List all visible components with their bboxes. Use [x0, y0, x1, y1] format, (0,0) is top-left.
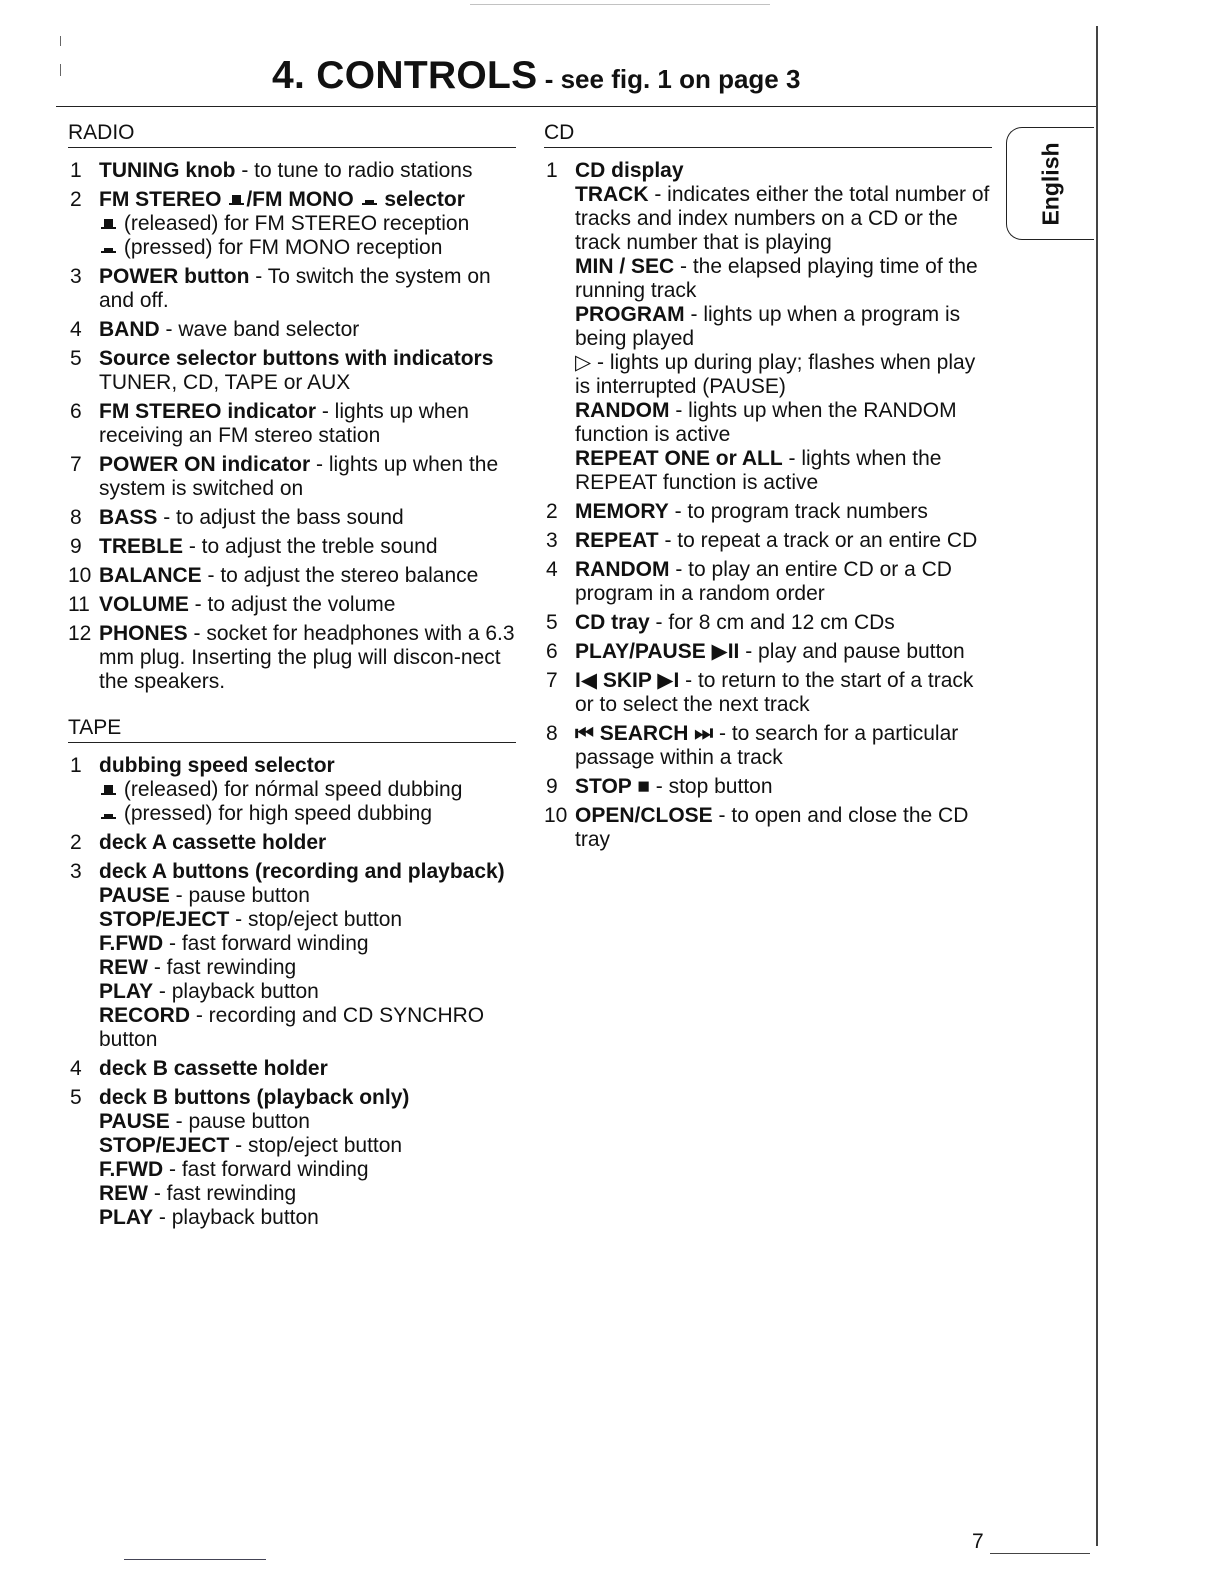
item-title: TREBLE [99, 535, 183, 558]
item-number: 6 [70, 400, 82, 423]
item-number: 6 [546, 640, 558, 663]
language-tab-label: English [1037, 142, 1064, 226]
list-item [68, 453, 516, 501]
section-heading-cd: CD [544, 121, 992, 148]
item-number: 9 [546, 775, 558, 798]
item-title: ⏮ SEARCH ⏭ [575, 722, 714, 745]
high-speed-pressed-icon [101, 808, 116, 820]
sub-line [575, 183, 992, 255]
item-description: - to adjust the bass sound [157, 506, 404, 529]
item-number: 7 [70, 453, 82, 476]
list-item [544, 611, 992, 635]
list-item [544, 640, 992, 664]
radio-section [68, 121, 516, 699]
sub-line [99, 1110, 516, 1134]
sub-description: - playback button [153, 980, 319, 1003]
title-divider [56, 106, 1096, 107]
item-title: REPEAT [575, 529, 659, 552]
sub-line [99, 1182, 516, 1206]
list-item [68, 506, 516, 530]
list-item [68, 400, 516, 448]
item-description: - to open and close the CD tray [575, 804, 969, 851]
sub-description: (released) for nórmal speed dubbing [118, 778, 463, 801]
sub-description: - lights up during play; flashes when play is interrupted (PAUSE) [575, 351, 976, 398]
item-title: /FM MONO [246, 188, 360, 211]
sub-description: - stop/eject button [229, 908, 403, 931]
item-description: - stop button [649, 775, 773, 798]
list-item [68, 347, 516, 395]
sub-description: (released) for FM STEREO reception [118, 212, 470, 235]
item-title: PHONES [99, 622, 188, 645]
list-item [68, 159, 516, 183]
sub-description: - fast rewinding [148, 956, 297, 979]
page-number-underline [990, 1553, 1090, 1554]
item-description: - to search for a particular passage within a track [575, 722, 959, 769]
sub-description: (pressed) for high speed dubbing [118, 802, 433, 825]
sub-description: - lights up when a program is being played [575, 303, 961, 350]
item-number: 1 [70, 754, 82, 777]
list-item [544, 669, 992, 717]
list-item [68, 1086, 516, 1230]
sub-line [99, 802, 516, 826]
item-number: 5 [70, 1086, 82, 1109]
list-item [68, 754, 516, 826]
sub-line [99, 956, 516, 980]
item-title: POWER button [99, 265, 250, 288]
item-number: 2 [70, 188, 82, 211]
sub-title: REW [99, 956, 148, 979]
item-description: - to tune to radio stations [235, 159, 473, 182]
mono-pressed-icon [362, 194, 377, 206]
list-item [68, 622, 516, 694]
list-item [68, 188, 516, 260]
item-number: 2 [70, 831, 82, 854]
item-description: - To switch the system on and off. [99, 265, 491, 312]
item-number: 3 [70, 860, 82, 883]
list-item [68, 593, 516, 617]
item-description: - lights up when the system is switched on [99, 453, 499, 500]
item-number: 5 [70, 347, 82, 370]
sub-title: PROGRAM [575, 303, 685, 326]
page-right-edge [1096, 26, 1098, 1546]
item-description: - for 8 cm and 12 cm CDs [649, 611, 895, 634]
sub-line [575, 255, 992, 303]
item-description: - socket for headphones with a 6.3 mm plug. Inserting the plug will discon-nect the speakers. [99, 622, 515, 693]
sub-line [99, 884, 516, 908]
item-number: 2 [546, 500, 558, 523]
item-description: - to adjust the stereo balance [201, 564, 479, 587]
list-item [68, 265, 516, 313]
sub-description: - recording and CD SYNCHRO button [99, 1004, 485, 1051]
stereo-released-icon [229, 194, 244, 206]
sub-line [99, 1004, 516, 1052]
sub-title: RECORD [99, 1004, 191, 1027]
tape-section [68, 716, 516, 1235]
item-number: 1 [546, 159, 558, 182]
item-description: TUNER, CD, TAPE or AUX [99, 371, 351, 394]
sub-title: REW [99, 1182, 148, 1205]
page-title [272, 56, 800, 95]
normal-speed-released-icon [101, 784, 116, 796]
sub-title: MIN / SEC [575, 255, 675, 278]
item-number: 7 [546, 669, 558, 692]
play-indicator-icon: ▷ [575, 351, 592, 374]
item-title: RANDOM [575, 558, 670, 581]
sub-title: STOP/EJECT [99, 1134, 230, 1157]
cd-list [544, 159, 992, 852]
sub-description: - fast forward winding [163, 1158, 369, 1181]
sub-description: - pause button [169, 1110, 310, 1133]
item-number: 8 [546, 722, 558, 745]
list-item [544, 529, 992, 553]
item-title: STOP ■ [575, 775, 650, 798]
sub-line [99, 932, 516, 956]
item-number: 4 [546, 558, 558, 581]
section-heading-tape: TAPE [68, 716, 516, 743]
sub-line [575, 447, 992, 495]
item-title: CD display [575, 159, 684, 182]
sub-title: STOP/EJECT [99, 908, 230, 931]
item-title: I◀ SKIP ▶I [575, 669, 680, 692]
item-title: BAND [99, 318, 160, 341]
item-description: - to adjust the volume [188, 593, 396, 616]
item-description: - lights up when receiving an FM stereo station [99, 400, 469, 447]
sub-title: F.FWD [99, 932, 164, 955]
item-number: 10 [68, 564, 92, 587]
sub-title: TRACK [575, 183, 649, 206]
item-title: BALANCE [99, 564, 202, 587]
item-number: 3 [70, 265, 82, 288]
item-number: 4 [70, 318, 82, 341]
list-item [544, 159, 992, 495]
sub-line [99, 1206, 516, 1230]
sub-description: - lights up when the RANDOM function is active [575, 399, 957, 446]
sub-description: - playback button [153, 1206, 319, 1229]
item-title: dubbing speed selector [99, 754, 335, 777]
sub-description: - fast rewinding [148, 1182, 297, 1205]
item-description: - to program track numbers [668, 500, 928, 523]
item-title: FM STEREO indicator [99, 400, 317, 423]
item-title: selector [378, 188, 465, 211]
sub-line [99, 1158, 516, 1182]
sub-description: - lights when the REPEAT function is active [575, 447, 942, 494]
sub-line [99, 212, 516, 236]
stereo-released-icon [101, 218, 116, 230]
item-number: 3 [546, 529, 558, 552]
scan-artifact [470, 4, 770, 5]
list-item [68, 1057, 516, 1081]
item-title: deck A buttons (recording and playback) [99, 860, 505, 883]
sub-description: - stop/eject button [229, 1134, 403, 1157]
scan-artifact [60, 64, 61, 76]
page-number: 7 [972, 1530, 984, 1553]
item-title: deck B buttons (playback only) [99, 1086, 410, 1109]
list-item [68, 318, 516, 342]
item-title: deck B cassette holder [99, 1057, 328, 1080]
list-item [544, 775, 992, 799]
sub-line [99, 908, 516, 932]
sub-line [99, 236, 516, 260]
sub-line [99, 1134, 516, 1158]
cd-section [544, 121, 992, 857]
item-title: POWER ON indicator [99, 453, 311, 476]
tape-list [68, 754, 516, 1230]
list-item [68, 564, 516, 588]
item-number: 8 [70, 506, 82, 529]
item-description: - to repeat a track or an entire CD [658, 529, 978, 552]
list-item [544, 722, 992, 770]
radio-list [68, 159, 516, 694]
list-item [68, 831, 516, 855]
list-item [68, 535, 516, 559]
item-title: PLAY/PAUSE ▶II [575, 640, 740, 663]
item-title: VOLUME [99, 593, 189, 616]
item-title: BASS [99, 506, 158, 529]
bottom-rule [124, 1559, 266, 1560]
item-title: MEMORY [575, 500, 669, 523]
sub-description: - the elapsed playing time of the running track [575, 255, 978, 302]
sub-line [575, 351, 992, 399]
item-number: 1 [70, 159, 82, 182]
sub-line [99, 980, 516, 1004]
item-title: TUNING knob [99, 159, 236, 182]
sub-title: PLAY [99, 980, 154, 1003]
mono-pressed-icon [101, 242, 116, 254]
item-description: - to play an entire CD or a CD program in a random order [575, 558, 952, 605]
item-title: CD tray [575, 611, 650, 634]
list-item [68, 860, 516, 1052]
item-number: 9 [70, 535, 82, 558]
sub-description: - fast forward winding [163, 932, 369, 955]
sub-line [575, 303, 992, 351]
page-title-main: 4. CONTROLS [272, 54, 538, 97]
page-title-subtitle: - see fig. 1 on page 3 [537, 64, 801, 94]
sub-line [575, 399, 992, 447]
item-number: 4 [70, 1057, 82, 1080]
item-description: - play and pause button [739, 640, 965, 663]
item-description: - to return to the start of a track or to select the next track [575, 669, 974, 716]
sub-title: REPEAT ONE or ALL [575, 447, 783, 470]
sub-description: (pressed) for FM MONO reception [118, 236, 443, 259]
list-item [544, 804, 992, 852]
item-description: - wave band selector [159, 318, 360, 341]
sub-title: PLAY [99, 1206, 154, 1229]
sub-title: PAUSE [99, 1110, 170, 1133]
item-number: 12 [68, 622, 92, 645]
item-description: - to adjust the treble sound [183, 535, 438, 558]
section-heading-radio: RADIO [68, 121, 516, 148]
sub-title: PAUSE [99, 884, 170, 907]
list-item [544, 558, 992, 606]
sub-line [99, 778, 516, 802]
item-title: OPEN/CLOSE [575, 804, 713, 827]
language-tab [1006, 127, 1094, 240]
list-item [544, 500, 992, 524]
item-number: 10 [544, 804, 568, 827]
item-number: 5 [546, 611, 558, 634]
item-title: Source selector buttons with indicators [99, 347, 494, 370]
scan-artifact [60, 36, 61, 46]
item-title: FM STEREO [99, 188, 228, 211]
sub-description: - pause button [169, 884, 310, 907]
sub-title: F.FWD [99, 1158, 164, 1181]
sub-title: RANDOM [575, 399, 670, 422]
item-title: deck A cassette holder [99, 831, 327, 854]
sub-description: - indicates either the total number of tracks and index numbers on a CD or the track number that is playing [575, 183, 990, 254]
item-number: 11 [68, 593, 90, 616]
